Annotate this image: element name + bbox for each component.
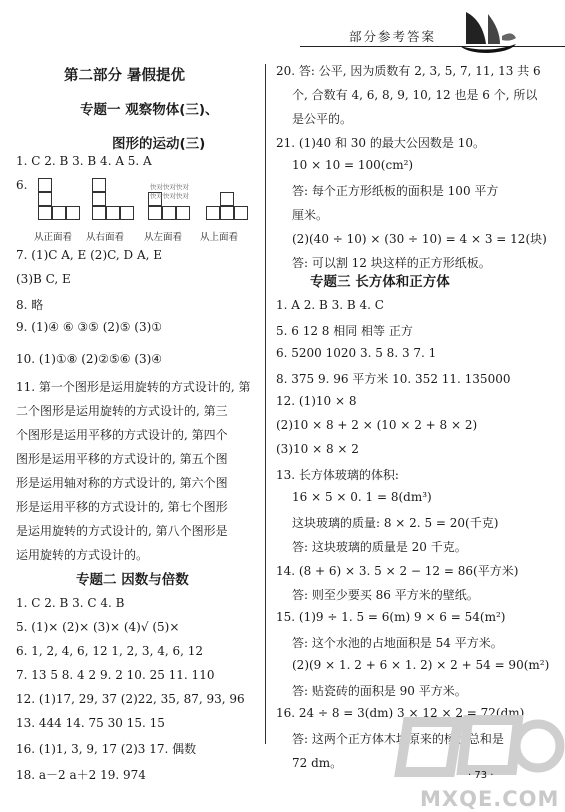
caption-top: 从上面看	[200, 232, 239, 243]
answer-20-line: 个, 合数有 4, 6, 8, 9, 10, 12 也是 6 个, 所以	[292, 88, 538, 102]
answer-11-line: 个图形是运用平移的方式设计的, 第四个	[16, 428, 228, 442]
topic3-answer-line: 6. 5200 1020 3. 5 8. 3 7. 1	[276, 346, 437, 360]
topic3-answer-line: 12. (1)10 × 8	[276, 394, 357, 408]
sailboat-logo-icon	[458, 8, 518, 54]
answer-14-line: 答: 则至少要买 86 平方米的壁纸。	[292, 588, 479, 602]
answer-15-line: (2)(9 × 1. 2 + 6 × 1. 2) × 2 + 54 = 90(m²)	[292, 658, 550, 672]
answer-13-line: 16 × 5 × 0. 1 = 8(dm³)	[292, 490, 432, 504]
answer-11-line: 形是运用轴对称的方式设计的, 第六个图	[16, 476, 228, 490]
topic2-answer-line: 12. (1)17, 29, 37 (2)22, 35, 87, 93, 96	[16, 692, 245, 706]
topic2-title: 专题二 因数与倍数	[76, 572, 189, 588]
topic3-answer-line: (2)10 × 8 + 2 × (10 × 2 + 8 × 2)	[276, 418, 478, 432]
answer-14-line: 14. (8 + 6) × 3. 5 × 2 − 12 = 86(平方米)	[276, 564, 519, 578]
answer-15-line: 15. (1)9 ÷ 1. 5 = 6(m) 9 × 6 = 54(m²)	[276, 610, 506, 624]
answer-16-line: 答: 这两个正方体木块原来的棱长总和是	[292, 732, 504, 746]
answer-20-line: 是公平的。	[292, 112, 353, 126]
answer-11-line: 图形是运用平移的方式设计的, 第五个图	[16, 452, 228, 466]
answer-15-line: 答: 这个水池的占地面积是 54 平方米。	[292, 636, 503, 650]
answer-11-line: 二个图形是运用旋转的方式设计的, 第三	[16, 404, 228, 418]
column-divider	[265, 64, 266, 744]
stamp-text-2: 快对快对快对	[150, 192, 189, 200]
topic2-answer-line: 5. (1)× (2)× (3)× (4)√ (5)×	[16, 620, 180, 634]
topic1-title-line2: 图形的运动(三)	[112, 136, 206, 152]
answer-11-line: 形是运用平移的方式设计的, 第七个图形	[16, 500, 228, 514]
answer-9: 9. (1)④ ⑥ ③⑤ (2)⑤ (3)①	[16, 320, 163, 334]
answer-16-line: 16. 24 ÷ 8 = 3(dm) 3 × 12 × 2 = 72(dm)	[276, 706, 525, 720]
answer-8: 8. 略	[16, 298, 44, 312]
header-rule	[300, 46, 565, 47]
answer-21-line: 21. (1)40 和 30 的最大公因数是 10。	[276, 136, 485, 150]
part-title: 第二部分 暑假提优	[64, 68, 186, 84]
page-header	[0, 0, 565, 58]
answer-21-line: 厘米。	[292, 208, 329, 222]
answer-21-line: 答: 可以割 12 块这样的正方形纸板。	[292, 256, 491, 270]
answer-20-line: 20. 答: 公平, 因为质数有 2, 3, 5, 7, 11, 13 共 6	[276, 64, 541, 78]
topic2-answer-line: 13. 444 14. 75 30 15. 15	[16, 716, 165, 730]
topic2-answer-line: 7. 13 5 8. 4 2 9. 2 10. 25 11. 110	[16, 668, 215, 682]
caption-right: 从右面看	[86, 232, 125, 243]
answer-21-line: (2)(40 ÷ 10) × (30 ÷ 10) = 4 × 3 = 12(块)	[292, 232, 547, 246]
answer-11-line: 运用旋转的方式设计的。	[16, 548, 149, 562]
topic3-answer-line: 8. 375 9. 96 平方米 10. 352 11. 135000	[276, 372, 511, 386]
header-title: 部分参考答案	[349, 29, 437, 44]
answer-13-line: 13. 长方体玻璃的体积:	[276, 468, 399, 482]
answer-11-line: 11. 第一个图形是运用旋转的方式设计的, 第	[16, 380, 251, 394]
answer-21-line: 答: 每个正方形纸板的面积是 100 平方	[292, 184, 499, 198]
answer-13-line: 这块玻璃的质量: 8 × 2. 5 = 20(千克)	[292, 516, 499, 530]
answer-7b: (3)B C, E	[16, 272, 71, 286]
answer-15-line: 答: 贴瓷砖的面积是 90 平方米。	[292, 684, 467, 698]
topic2-answer-line: 1. C 2. B 3. C 4. B	[16, 596, 125, 610]
answer-21-line: 10 × 10 = 100(cm²)	[292, 158, 414, 172]
answer-11-line: 是运用旋转的方式设计的, 第八个图形是	[16, 524, 228, 538]
topic2-answer-line: 6. 1, 2, 4, 6, 12 1, 2, 3, 4, 6, 12	[16, 644, 203, 658]
page-number: · 73 ·	[468, 770, 494, 781]
answer-13-line: 答: 这块玻璃的质量是 20 千克。	[292, 540, 467, 554]
topic3-title: 专题三 长方体和正方体	[310, 274, 450, 290]
watermark-text: MXQE.COM	[420, 787, 560, 811]
answer-10: 10. (1)①⑧ (2)②⑤⑥ (3)④	[16, 352, 163, 366]
topic3-answer-line: 5. 6 12 8 相同 相等 正方	[276, 324, 413, 338]
caption-left: 从左面看	[144, 232, 183, 243]
topic3-answer-line: 1. A 2. B 3. B 4. C	[276, 298, 384, 312]
caption-front: 从正面看	[34, 232, 73, 243]
answers-1-5: 1. C 2. B 3. B 4. A 5. A	[16, 154, 152, 168]
answer-16-line: 72 dm。	[292, 756, 343, 770]
topic3-answer-line: (3)10 × 8 × 2	[276, 442, 359, 456]
topic1-title-line1: 专题一 观察物体(三)、	[80, 102, 219, 118]
answer-7a: 7. (1)C A, E (2)C, D A, E	[16, 248, 162, 262]
topic2-answer-line: 18. a－2 a＋2 19. 974	[16, 768, 146, 782]
topic2-answer-line: 16. (1)1, 3, 9, 17 (2)3 17. 偶数	[16, 742, 197, 756]
q6-label: 6.	[16, 178, 28, 192]
stamp-text-1: 快对快对快对	[150, 183, 189, 191]
